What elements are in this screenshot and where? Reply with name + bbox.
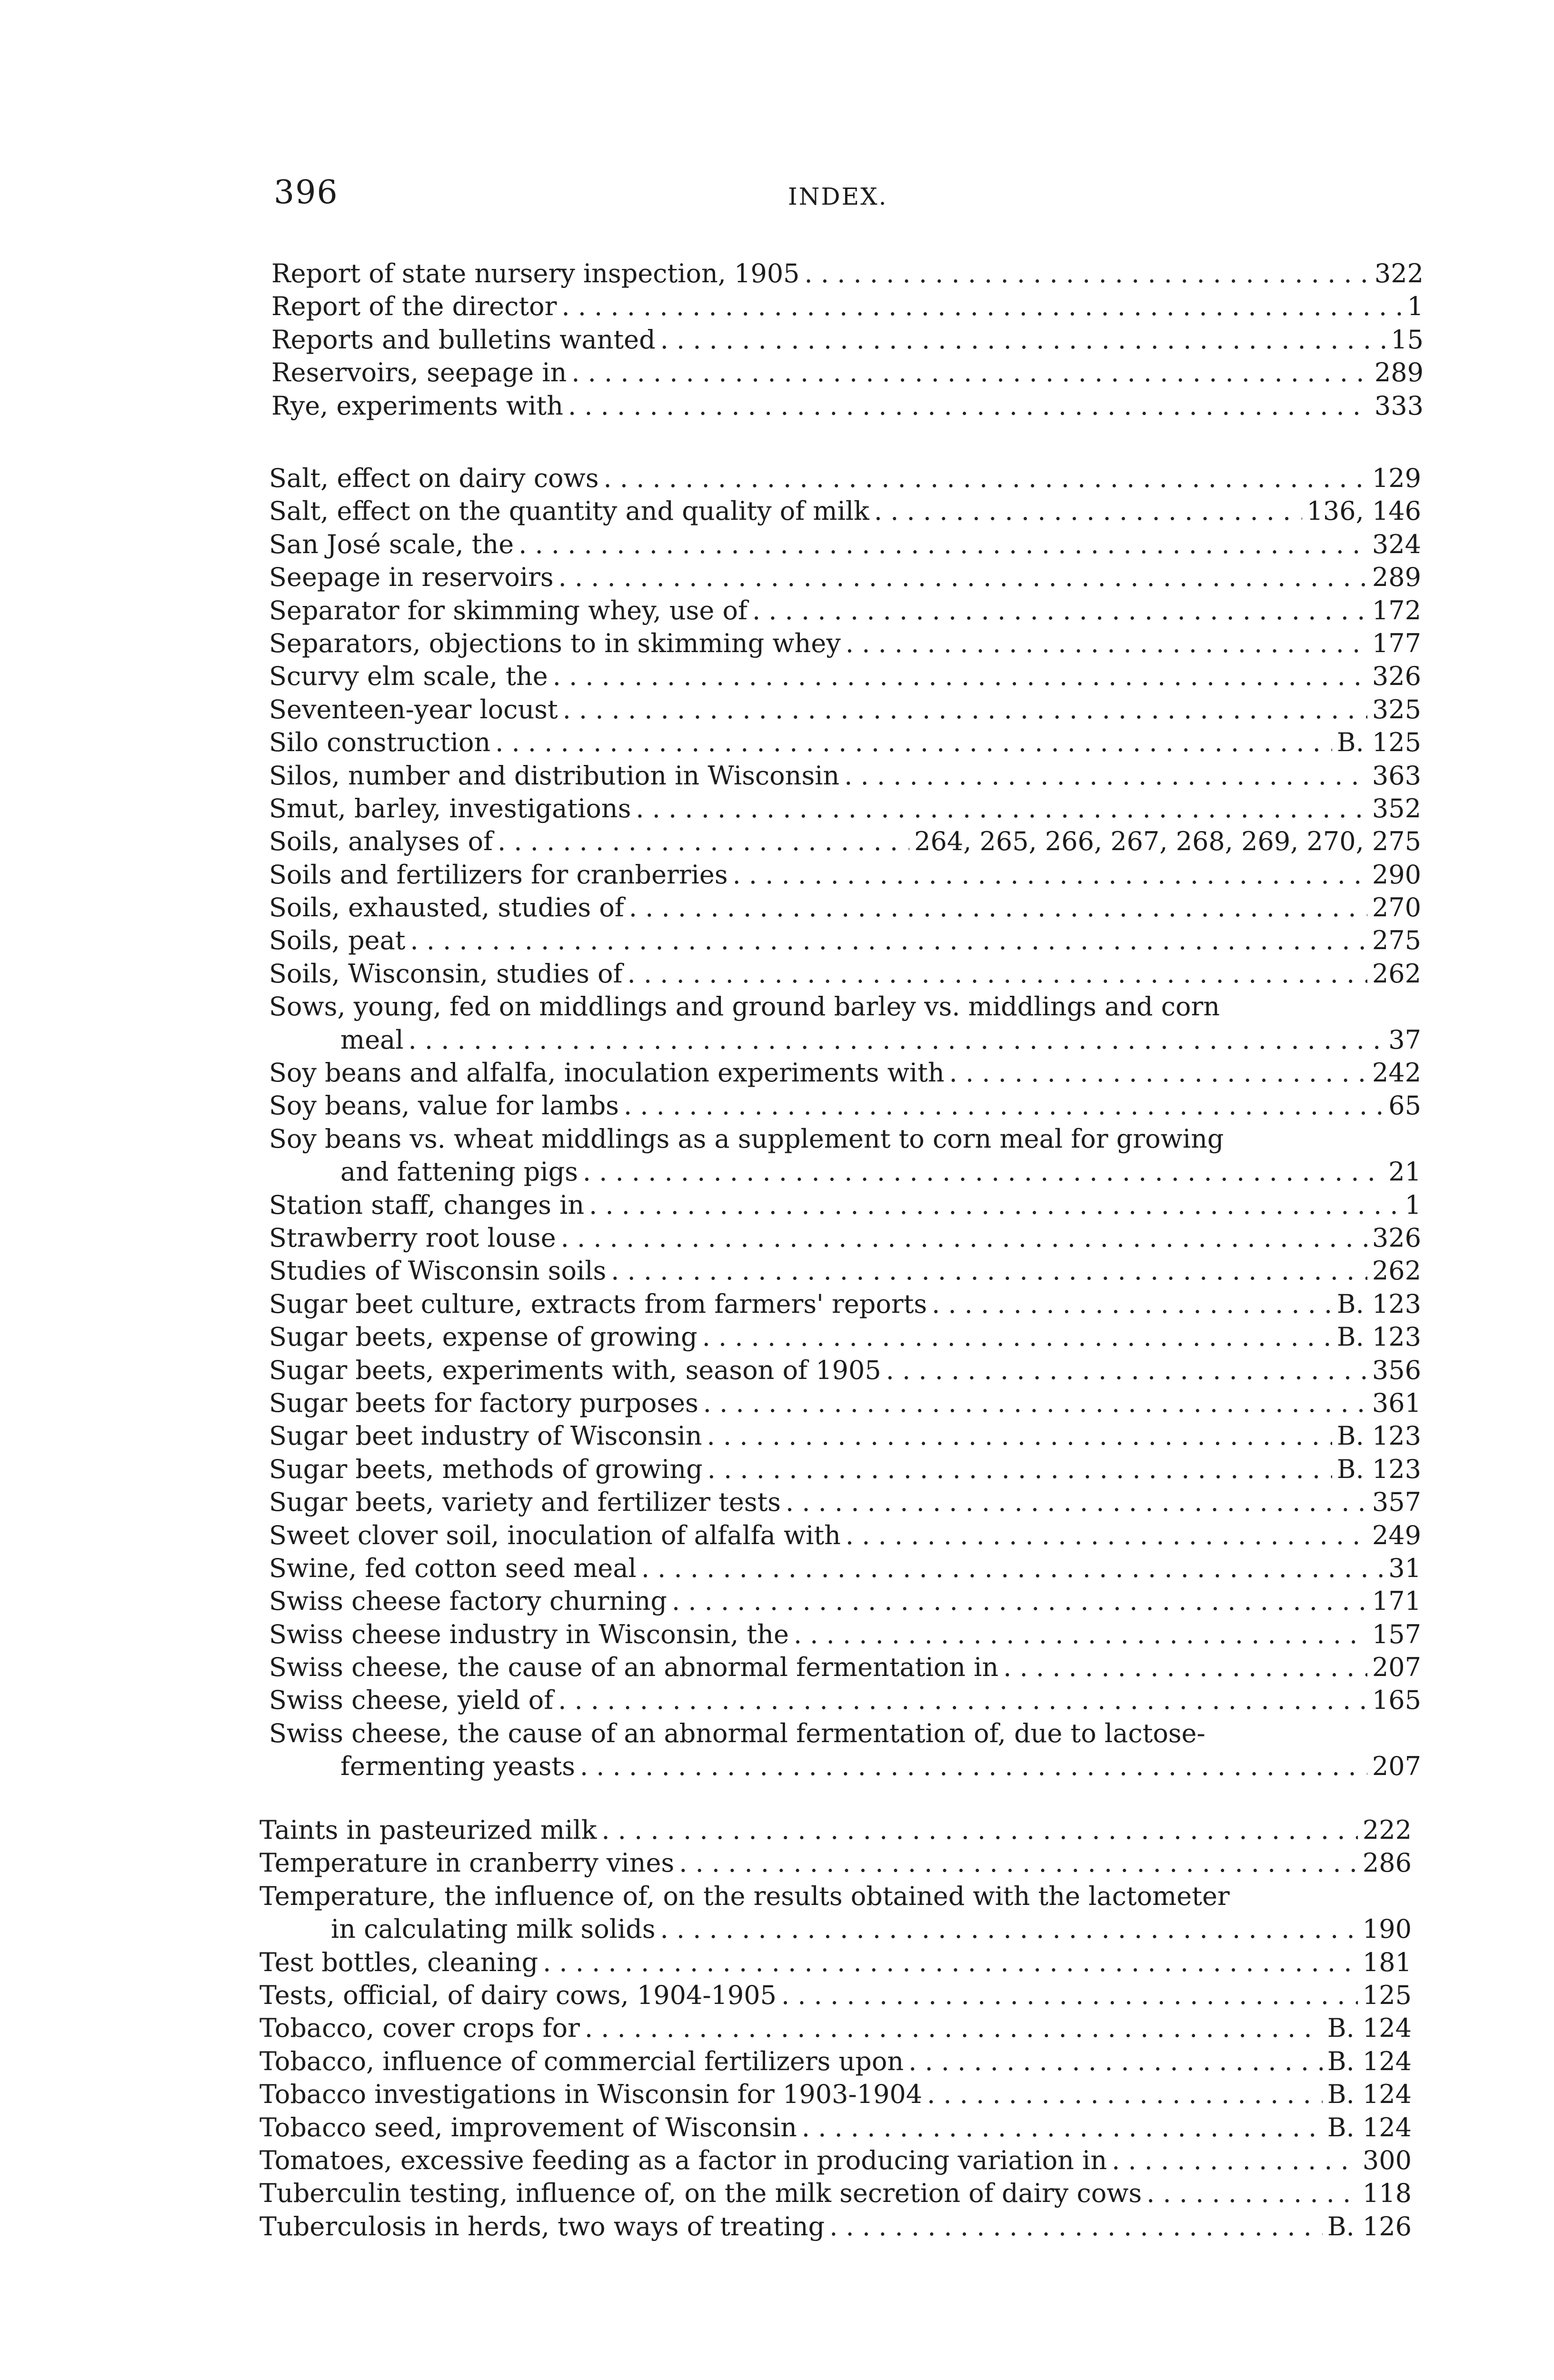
- entry-text: Tuberculin testing, influence of, on the milk secretion of dairy cows: [259, 2178, 1142, 2209]
- dot-leader: [703, 1387, 1367, 1419]
- index-entry: [269, 1453, 1421, 1486]
- entry-pages: 333: [1374, 390, 1424, 421]
- entry-text: Tobacco investigations in Wisconsin for 1903-1904: [259, 2079, 923, 2110]
- index-entry: [269, 1519, 1421, 1552]
- entry-pages: 352: [1372, 793, 1421, 823]
- entry-pages: 357: [1372, 1487, 1421, 1517]
- index-entry: [269, 1354, 1421, 1387]
- entry-text: Report of state nursery inspection, 1905: [271, 258, 800, 288]
- dot-leader: [752, 594, 1367, 627]
- dot-leader: [561, 1221, 1367, 1254]
- dot-leader: [641, 1552, 1384, 1585]
- index-entry: [259, 1846, 1412, 1879]
- index-entry: [259, 2012, 1412, 2044]
- entry-text: Studies of Wisconsin soils: [269, 1256, 607, 1286]
- entry-text: Swiss cheese factory churning: [269, 1586, 667, 1616]
- dot-leader: [1146, 2177, 1358, 2210]
- index-entry: [271, 323, 1424, 356]
- entry-pages: 242: [1372, 1058, 1421, 1088]
- dot-leader: [707, 1453, 1332, 1486]
- index-entry: [269, 957, 1421, 990]
- entry-text: Tobacco, influence of commercial fertilizers upon: [259, 2046, 904, 2076]
- dot-leader: [583, 1155, 1384, 1188]
- entry-pages: B. 123: [1336, 1289, 1421, 1319]
- entry-text: Strawberry root louse: [269, 1222, 556, 1253]
- dot-leader: [543, 1946, 1358, 1979]
- dot-leader: [589, 1189, 1400, 1221]
- dot-leader: [495, 726, 1332, 759]
- entry-pages: 262: [1372, 958, 1421, 989]
- entry-continuation: in calculating milk solids: [331, 1914, 656, 1944]
- index-entry: [271, 389, 1424, 422]
- entry-pages: 289: [1372, 562, 1421, 593]
- index-entry: [269, 1419, 1421, 1452]
- entry-text: Station staff, changes in: [269, 1190, 585, 1220]
- entry-pages: 207: [1372, 1652, 1421, 1683]
- dot-leader: [846, 627, 1367, 660]
- dot-leader: [844, 759, 1367, 792]
- index-entry: [269, 759, 1421, 792]
- index-entry: [259, 1946, 1412, 1979]
- entry-pages: 262: [1372, 1256, 1421, 1286]
- index-entry: [271, 257, 1424, 290]
- entry-text: Reservoirs, seepage in: [271, 357, 567, 388]
- dot-leader: [585, 2012, 1323, 2044]
- entry-text: Swiss cheese, yield of: [269, 1685, 554, 1716]
- index-entry: [269, 1189, 1421, 1221]
- entry-pages: 300: [1362, 2145, 1412, 2175]
- dot-leader: [553, 660, 1367, 693]
- index-entry: [271, 290, 1424, 323]
- index-entry: [269, 825, 1421, 858]
- dot-leader: [563, 693, 1367, 726]
- entry-pages: 322: [1374, 258, 1424, 288]
- entry-text: Soils, analyses of: [269, 826, 493, 857]
- entry-pages: 207: [1372, 1751, 1421, 1782]
- entry-text: Reports and bulletins wanted: [271, 324, 656, 355]
- dot-leader: [1003, 1651, 1367, 1684]
- entry-text: Salt, effect on the quantity and quality of milk: [269, 496, 869, 526]
- entry-text: Tuberculosis in herds, two ways of treating: [259, 2211, 825, 2241]
- entry-pages: 15: [1391, 324, 1424, 355]
- dot-leader: [949, 1056, 1367, 1089]
- entry-text: Taints in pasteurized milk: [259, 1815, 597, 1845]
- dot-leader: [629, 891, 1367, 924]
- index-entry: [269, 693, 1421, 726]
- index-entry: [269, 858, 1421, 891]
- index-entry: [269, 1684, 1421, 1716]
- entry-text: Soy beans vs. wheat middlings as a supplement to corn meal for growing: [269, 1123, 1224, 1154]
- entry-pages: 326: [1372, 1222, 1421, 1253]
- dot-leader: [794, 1618, 1367, 1651]
- entry-text: Sugar beets, methods of growing: [269, 1454, 703, 1484]
- index-entry: [269, 1288, 1421, 1320]
- dot-leader: [733, 858, 1367, 891]
- running-head: INDEX.: [788, 183, 888, 210]
- entry-pages: 1: [1405, 1190, 1421, 1220]
- index-entry: [269, 1221, 1421, 1254]
- entry-text: Sweet clover soil, inoculation of alfalfa with: [269, 1520, 841, 1550]
- index-section-t: [259, 1814, 1412, 2243]
- index-entry: [269, 1552, 1421, 1585]
- index-entry: [259, 2210, 1412, 2243]
- index-entry: [259, 2111, 1412, 2144]
- index-entry: [259, 1814, 1412, 1846]
- dot-leader: [702, 1320, 1332, 1353]
- entry-pages: 31: [1388, 1553, 1421, 1583]
- index-section-s: [269, 462, 1421, 1783]
- entry-text: Smut, barley, investigations: [269, 793, 631, 823]
- entry-pages: 21: [1388, 1157, 1421, 1187]
- entry-text: Salt, effect on dairy cows: [269, 463, 599, 493]
- index-entry: [259, 2045, 1412, 2078]
- dot-leader: [604, 462, 1367, 495]
- dot-leader: [829, 2210, 1323, 2243]
- dot-leader: [846, 1519, 1367, 1552]
- entry-text: Separator for skimming whey, use of: [269, 595, 748, 625]
- dot-leader: [802, 2111, 1323, 2144]
- index-entry: [269, 1320, 1421, 1353]
- dot-leader: [568, 389, 1370, 422]
- entry-pages: 177: [1372, 628, 1421, 658]
- index-entry: [269, 1618, 1421, 1651]
- entry-pages: 181: [1362, 1947, 1412, 1977]
- entry-text: Sugar beets, experiments with, season of 1905: [269, 1355, 881, 1385]
- entry-text: Sugar beet industry of Wisconsin: [269, 1421, 702, 1451]
- entry-text: Tests, official, of dairy cows, 1904-1905: [259, 1980, 777, 2010]
- page-number: 396: [274, 174, 339, 211]
- dot-leader: [660, 323, 1386, 356]
- dot-leader: [1112, 2144, 1358, 2177]
- entry-pages: B. 123: [1336, 1454, 1421, 1484]
- entry-continuation: fermenting yeasts: [340, 1751, 575, 1782]
- index-entry: [269, 594, 1421, 627]
- index-entry: [259, 2177, 1412, 2210]
- index-entry: [259, 1979, 1412, 2012]
- entry-text: Swiss cheese, the cause of an abnormal fermentation of, due to lactose-: [269, 1718, 1205, 1748]
- entry-text: Sows, young, fed on middlings and ground barley vs. middlings and corn: [269, 992, 1220, 1022]
- entry-continuation: meal: [340, 1024, 404, 1055]
- entry-text: Temperature, the influence of, on the results obtained with the lactometer: [259, 1881, 1230, 1911]
- index-entry: [269, 792, 1421, 825]
- entry-text: Rye, experiments with: [271, 390, 564, 421]
- entry-pages: B. 123: [1336, 1322, 1421, 1352]
- entry-pages: 324: [1372, 529, 1421, 559]
- entry-pages: B. 123: [1336, 1421, 1421, 1451]
- entry-text: San José scale, the: [269, 529, 514, 559]
- entry-text: Sugar beets, expense of growing: [269, 1322, 697, 1352]
- dot-leader: [679, 1846, 1358, 1879]
- entry-pages: B. 126: [1327, 2211, 1412, 2241]
- entry-text: Tobacco seed, improvement of Wisconsin: [259, 2112, 797, 2142]
- index-entry: [269, 924, 1421, 957]
- entry-pages: 361: [1372, 1388, 1421, 1418]
- entry-text: Sugar beet culture, extracts from farmers' reports: [269, 1289, 927, 1319]
- index-entry: [269, 891, 1421, 924]
- dot-leader: [886, 1354, 1367, 1387]
- entry-pages: 286: [1362, 1848, 1412, 1878]
- index-entry: [269, 1585, 1421, 1617]
- index-entry: [269, 462, 1421, 495]
- index-section-r: [271, 257, 1424, 422]
- entry-pages: 356: [1372, 1355, 1421, 1385]
- entry-pages: 270: [1372, 892, 1421, 923]
- entry-text: Silos, number and distribution in Wisconsin: [269, 760, 840, 791]
- dot-leader: [805, 257, 1370, 290]
- entry-text: Soy beans and alfalfa, inoculation experiments with: [269, 1058, 945, 1088]
- index-entry: [269, 990, 1421, 1056]
- entry-pages: B. 125: [1336, 727, 1421, 758]
- index-entry: [269, 528, 1421, 561]
- entry-text: Scurvy elm scale, the: [269, 661, 548, 692]
- entry-pages: 222: [1362, 1815, 1412, 1845]
- index-entry: [271, 356, 1424, 389]
- dot-leader: [874, 495, 1302, 527]
- entry-pages: B. 124: [1327, 2013, 1412, 2043]
- entry-pages: 290: [1372, 859, 1421, 890]
- dot-leader: [580, 1750, 1367, 1783]
- dot-leader: [660, 1913, 1358, 1945]
- entry-text: Tobacco, cover crops for: [259, 2013, 580, 2043]
- index-entry: [269, 1717, 1421, 1783]
- entry-pages: 136, 146: [1306, 496, 1421, 526]
- dot-leader: [932, 1288, 1332, 1320]
- entry-pages: 275: [1372, 925, 1421, 956]
- entry-text: Report of the director: [271, 291, 557, 322]
- entry-text: Seepage in reservoirs: [269, 562, 554, 593]
- entry-pages: 157: [1372, 1619, 1421, 1649]
- dot-leader: [558, 1684, 1367, 1716]
- entry-pages: 190: [1362, 1914, 1412, 1944]
- entry-text: Separators, objections to in skimming whey: [269, 628, 841, 658]
- dot-leader: [498, 825, 909, 858]
- entry-pages: B. 124: [1327, 2046, 1412, 2076]
- entry-pages: 264, 265, 266, 267, 268, 269, 270, 275: [914, 826, 1421, 857]
- entry-pages: B. 124: [1327, 2112, 1412, 2142]
- entry-text: Silo construction: [269, 727, 491, 758]
- dot-leader: [927, 2078, 1323, 2111]
- entry-pages: 289: [1374, 357, 1424, 388]
- entry-pages: 65: [1388, 1091, 1421, 1121]
- index-entry: [269, 1122, 1421, 1189]
- entry-pages: 129: [1372, 463, 1421, 493]
- dot-leader: [908, 2045, 1323, 2078]
- dot-leader: [571, 356, 1370, 389]
- index-entry: [259, 1880, 1412, 1946]
- entry-text: Swine, fed cotton seed meal: [269, 1553, 637, 1583]
- entry-text: Test bottles, cleaning: [259, 1947, 538, 1977]
- index-entry: [269, 1254, 1421, 1287]
- entry-text: Soils, exhausted, studies of: [269, 892, 624, 923]
- entry-pages: B. 124: [1327, 2079, 1412, 2110]
- index-entry: [269, 660, 1421, 693]
- index-entry: [269, 1089, 1421, 1122]
- entry-text: Tomatoes, excessive feeding as a factor in producing variation in: [259, 2145, 1107, 2175]
- index-entry: [269, 1651, 1421, 1684]
- page-header: [274, 171, 1416, 214]
- entry-pages: 363: [1372, 760, 1421, 791]
- dot-leader: [558, 561, 1367, 594]
- dot-leader: [781, 1979, 1358, 2012]
- dot-leader: [408, 1023, 1384, 1056]
- entry-text: Swiss cheese industry in Wisconsin, the: [269, 1619, 789, 1649]
- entry-pages: 118: [1362, 2178, 1412, 2209]
- entry-pages: 172: [1372, 595, 1421, 625]
- index-entry: [269, 1486, 1421, 1518]
- entry-text: Soy beans, value for lambs: [269, 1091, 619, 1121]
- entry-text: Sugar beets for factory purposes: [269, 1388, 698, 1418]
- dot-leader: [672, 1585, 1367, 1617]
- index-entry: [269, 495, 1421, 527]
- index-entry: [269, 1056, 1421, 1089]
- dot-leader: [707, 1419, 1332, 1452]
- entry-pages: 249: [1372, 1520, 1421, 1550]
- entry-text: Swiss cheese, the cause of an abnormal fermentation in: [269, 1652, 999, 1683]
- entry-text: Soils and fertilizers for cranberries: [269, 859, 728, 890]
- entry-pages: 325: [1372, 694, 1421, 724]
- entry-pages: 165: [1372, 1685, 1421, 1716]
- index-entry: [259, 2144, 1412, 2177]
- entry-text: Sugar beets, variety and fertilizer tests: [269, 1487, 781, 1517]
- entry-text: Soils, Wisconsin, studies of: [269, 958, 623, 989]
- dot-leader: [518, 528, 1367, 561]
- index-entry: [259, 2078, 1412, 2111]
- dot-leader: [636, 792, 1367, 825]
- entry-text: Soils, peat: [269, 925, 406, 956]
- entry-pages: 1: [1407, 291, 1424, 322]
- entry-pages: 326: [1372, 661, 1421, 692]
- entry-text: Temperature in cranberry vines: [259, 1848, 675, 1878]
- dot-leader: [410, 924, 1367, 957]
- entry-text: Seventeen-year locust: [269, 694, 558, 724]
- dot-leader: [624, 1089, 1384, 1122]
- dot-leader: [611, 1254, 1367, 1287]
- entry-continuation: and fattening pigs: [340, 1157, 578, 1187]
- entry-pages: 125: [1362, 1980, 1412, 2010]
- entry-pages: 171: [1372, 1586, 1421, 1616]
- dot-leader: [786, 1486, 1367, 1518]
- entry-pages: 37: [1388, 1024, 1421, 1055]
- index-entry: [269, 561, 1421, 594]
- dot-leader: [562, 290, 1403, 323]
- dot-leader: [628, 957, 1367, 990]
- index-entry: [269, 1387, 1421, 1419]
- index-entry: [269, 627, 1421, 660]
- dot-leader: [601, 1814, 1357, 1846]
- index-entry: [269, 726, 1421, 759]
